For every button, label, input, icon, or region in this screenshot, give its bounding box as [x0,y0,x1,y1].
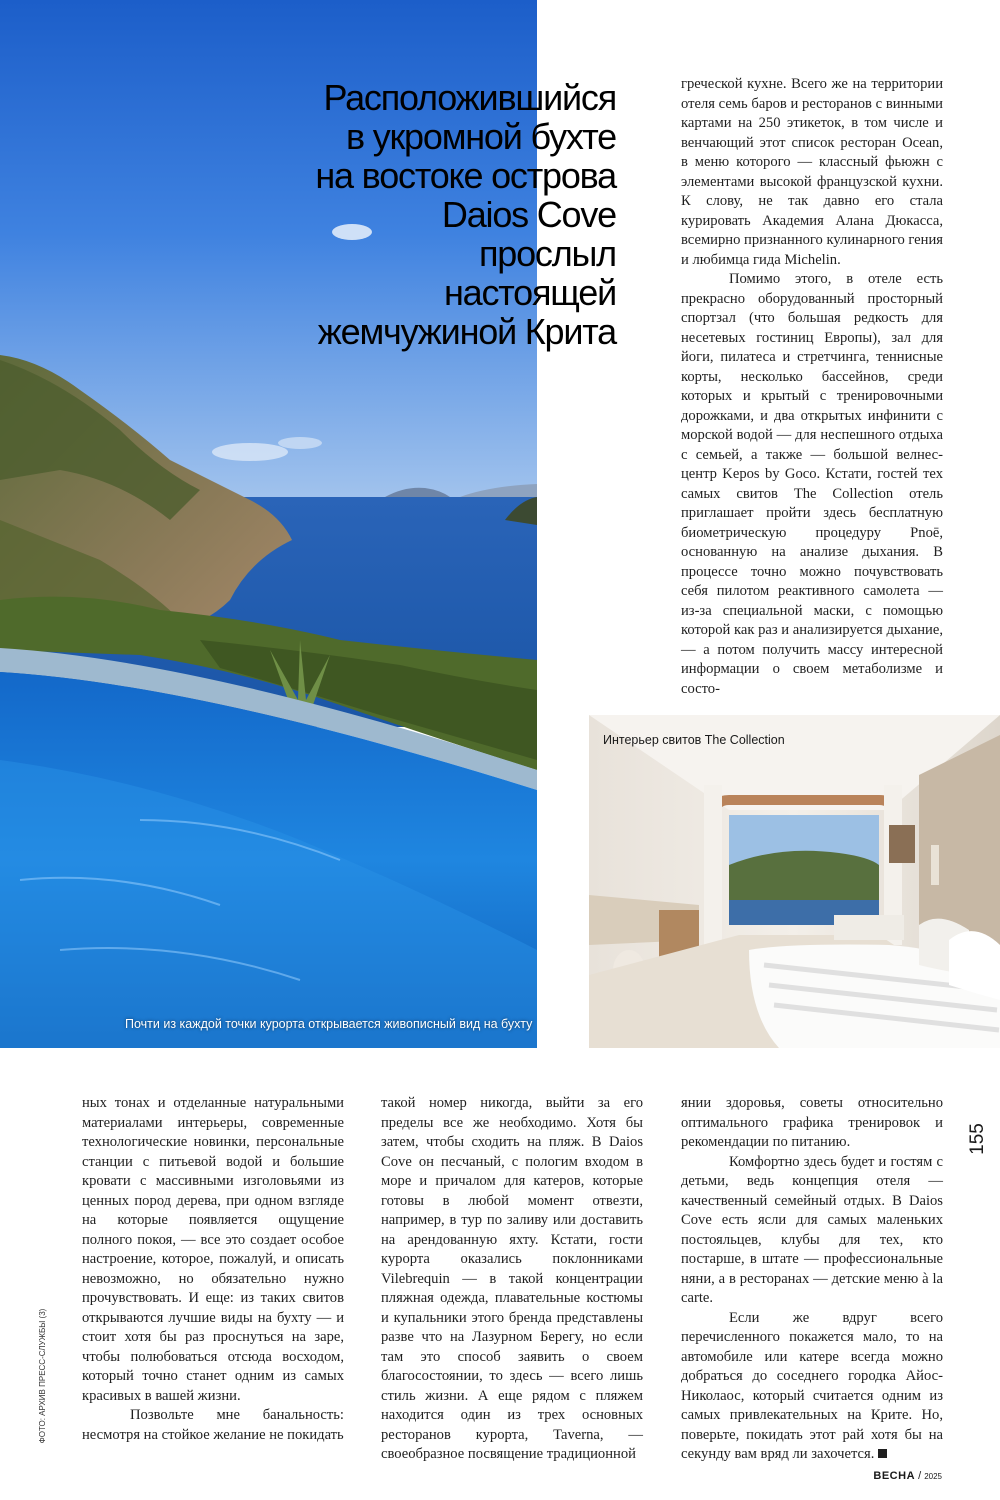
headline-line: Daios Cove [441,194,616,235]
paragraph-final [681,1309,943,1465]
paragraph: ных тонах и отделанные натуральными материалами интерьеры, современные технологические новинки, персональные станции с питьевой водой и большие кровати с массивными изголовьями из ценных пород дерева, при одном взгляде на которые появляется ощущение полного покоя, — все это создает особое настроение, которое, пожалуй, и описать невозможно, но обязательно нужно прочувствовать. И еще: из таких свитов открываются лучшие виды на бухту — и стоит хотя бы раз проснуться на заре, чтобы полюбоваться отсюда восходом, который точно станет одним из самых красивых в вашей жизни. [82,1095,344,1404]
interior-photo-caption: Интерьер свитов The Collection [603,733,785,747]
headline-line: на востоке острова [315,155,616,196]
hero-photo-caption: Почти из каждой точки курорта открывается живописный вид на бухту [125,1017,533,1031]
paragraph: греческой кухне. Всего же на территории отеля семь баров и ресторанов с винными картами на 250 этикеток, в том числе и венчающий этот список ресторан Ocean, в меню которого — классный фьюжн с элементами высокой французской кухни. К слову, не так давно его стала курировать Академия Алана Дюкасса, всемирно признанного кулинарного гения и любимца гида Michelin. [681,76,943,268]
page-number: 155 [967,1123,988,1155]
paragraph: Позвольте мне банальность: несмотря на стойкое желание не покидать [82,1407,344,1443]
issue-season: ВЕСНА [873,1470,916,1482]
headline-line: жемчужиной Крита [317,311,616,352]
square-end-mark-icon [878,1449,887,1458]
headline-line: в укромной бухте [345,116,616,157]
headline-line: настоящей [443,272,616,313]
paragraph: Комфортно здесь будет и гостям с детьми, ведь концепция отеля — качественный семейный отдых. В Daios Cove есть ясли для самых маленьких постояльцев, клубы для тех, кто постарше, в штате — профессиональные няни, а в ресторанах — детские меню à la carte. [681,1153,943,1306]
interior-photo [589,715,1000,1048]
text-column-top [681,75,943,699]
paragraph: янии здоровья, советы относительно оптимального графика тренировок и рекомендации по питанию. [681,1095,943,1150]
interior-photo-illustration [589,715,1000,1048]
headline [262,78,616,351]
text-column-bottom-1 [82,1094,344,1445]
headline-line: Расположившийся [323,77,616,118]
text-column-bottom-3 [681,1094,943,1465]
photo-credit: ФОТО: АРХИВ ПРЕСС-СЛУЖБЫ (3) [38,1308,47,1444]
issue-year: 2025 [924,1472,942,1481]
paragraph: Помимо этого, в отеле есть прекрасно оборудованный просторный спортзал (что большая редкость для несетевых гостиниц Европы), зал для йоги, пилатеса и стретчинга, теннисные корты, несколько бассейнов, среди которых и крытый с тренировочными дорожками, и два открытых инфинити с морской водой — для неспешного отдыха с семьей, а также — большой велнес-центр Kepos by Goco. Кстати, гостей тех самых свитов The Collection отель приглашает пройти здесь бесплатную биометрическую процедуру Pnoē, основанную на анализе дыхания. В процессе точно можно почувствовать себя пилотом реактивного самолета — из-за специальной маски, с помощью которой как раз и анализируется дыхание, — а потом получить массу интересной информации о своем метаболизме и состо- [681,271,943,697]
paragraph-final-text: Если же вдруг всего перечисленного покажется мало, то на автомобиле или катере всегда можно добраться до соседнего городка Айос-Николаос, который считается одним из самых привлекательных на Крите. Но, поверьте, покидать этот рай хотя бы на секунду вам вряд ли захочется. [681,1309,943,1462]
text-column-bottom-2 [381,1094,643,1465]
issue-separator: / [915,1470,925,1482]
paragraph: такой номер никогда, выйти за его пределы все же необходимо. Хотя бы затем, чтобы сходить на пляж. В Daios Cove он песчаный, с пологим входом в море и причалом для катеров, которые готовы в любой момент отвезти, например, в тур по заливу или доставить на арендованную яхту. Кстати, гости курорта оказались поклонниками Vilebrequin — в такой концентрации пляжная одежда, плавательные костюмы и купальники этого бренда представлены разве что на Лазурном Берегу, но если там это способ заявить о своем благосостоянии, то здесь — всего лишь стиль жизни. А еще рядом с пляжем находится один из трех основных ресторанов курорта, Taverna, — своеобразное посвящение традиционной [381,1095,643,1462]
issue-footer [873,1470,942,1482]
headline-line: прослыл [478,233,616,274]
